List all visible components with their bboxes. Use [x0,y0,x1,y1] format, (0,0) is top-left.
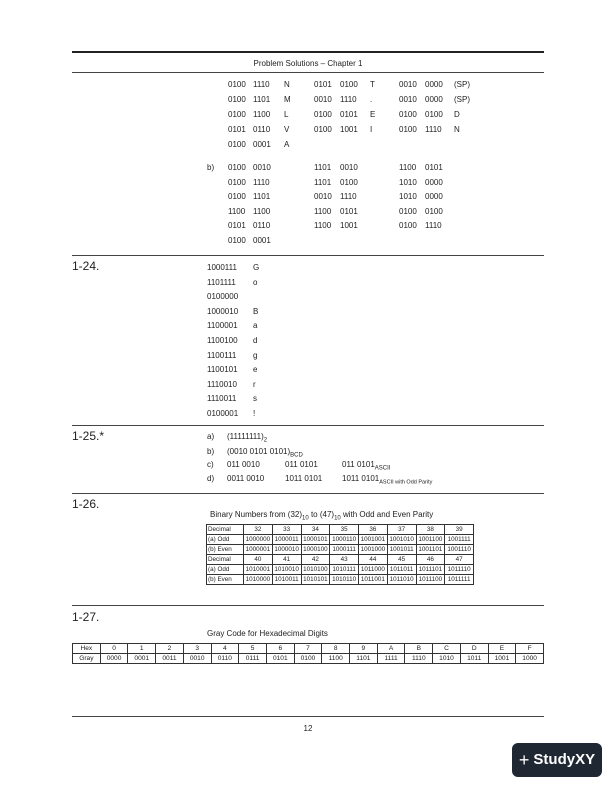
p126-caption-s2: 10 [334,515,341,522]
part-b-cell: 0000 [425,177,443,187]
page-header-title: Problem Solutions – Chapter 1 [253,59,363,68]
parity-cell: 39 [445,525,474,535]
part-b-cell: 1100 [228,206,246,216]
parity-row-label: Decimal [207,555,244,565]
parity-cell: 1010101 [301,575,330,585]
part-b-label: b) [207,163,215,172]
ascii-code: 1110011 [207,394,237,404]
part-b-cell: 0010 [340,163,358,172]
ascii-code: 1100001 [207,321,238,331]
parity-cell: 1000000 [244,535,273,545]
part-a-cell: 1110 [425,125,442,134]
part-a-cell: 0100 [228,95,246,104]
p125-b-value [227,447,303,460]
parity-row-label: (b) Even [207,545,244,555]
parity-cell: 1000101 [301,535,330,545]
hex-cell: B [405,644,433,654]
part-a-cell: 1101 [253,95,271,104]
parity-cell: 1001010 [387,535,416,545]
part-a-cell: 1110 [253,80,270,89]
p125-c-v3: 011 0101 [342,460,375,469]
ascii-code: 0100001 [207,409,239,418]
parity-cell: 1010110 [330,575,359,585]
part-a-cell: 0110 [253,125,271,134]
ascii-code: 1000010 [207,306,239,316]
parity-row [207,555,474,565]
part-b-cell: 1101 [314,177,332,187]
parity-cell: 1011110 [445,565,474,575]
part-b-cell: 1110 [253,177,270,187]
parity-row [207,545,474,555]
hex-cell: D [460,644,488,654]
part-a-cell: 0100 [314,125,332,134]
ascii-code: 0100000 [207,292,239,302]
part-b-cell: 0100 [228,192,246,201]
parity-cell: 1001011 [387,545,416,555]
p126-caption-mid: to (47) [308,510,335,519]
p126-caption-pre: Binary Numbers from (32) [210,510,303,519]
parity-cell: 1011011 [387,565,416,575]
p125-d-v3-wrap [342,474,432,487]
part-a-cell: 0100 [340,80,358,89]
parity-cell: 1011001 [359,575,388,585]
parity-cell: 1010100 [301,565,330,575]
gray-cell: 1011 [460,654,488,664]
part-a-cell: 0100 [228,110,246,119]
problem-1-27-number: 1-27. [72,610,100,624]
part-b-cell: 0010 [253,163,271,172]
parity-cell: 1000111 [330,545,359,555]
parity-cell: 1010011 [272,575,301,585]
hex-cell: 3 [183,644,211,654]
part-b-cell: 0001 [253,235,271,245]
part-b-cell: 0010 [314,192,332,201]
header-top-rule [72,51,544,53]
part-b-cell: 0100 [228,177,246,187]
gray-cell: 1010 [433,654,461,664]
parity-cell: 1001111 [445,535,474,545]
gray-cell: 1100 [322,654,350,664]
p125-d-label: d) [207,474,215,483]
part-a-cell: 0010 [399,80,417,89]
gray-cell: 1001 [488,654,516,664]
parity-cell: 1000001 [244,545,273,555]
part-a-cell: 0100 [399,125,417,134]
p125-d-sub: ASCII with Odd Parity [379,479,433,486]
hex-cell: E [488,644,516,654]
ascii-char: o [253,277,258,287]
hex-cell: 8 [322,644,350,654]
parity-cell: 1000100 [301,545,330,555]
parity-cell: 1011100 [416,575,445,585]
problem-1-24-number: 1-24. [72,259,100,273]
part-a-cell: 0001 [253,140,271,149]
hex-cell: 2 [156,644,184,654]
ascii-char: r [253,379,256,389]
ascii-code: 1000111 [207,263,237,272]
parity-cell: 1000011 [272,535,301,545]
p125-c-label: c) [207,460,214,469]
parity-cell: 1001100 [416,535,445,545]
part-b-cell: 0100 [340,177,358,187]
parity-cell: 1000110 [330,535,359,545]
p125-b-text: (0010 0101 0101) [227,447,291,456]
hex-row [73,644,544,654]
parity-table [206,524,474,585]
part-b-cell: 0100 [228,163,246,172]
hex-cell: 5 [239,644,267,654]
part-a-cell: I [370,125,373,134]
parity-row-label: (a) Odd [207,535,244,545]
part-b-cell: 0101 [425,163,443,172]
part-a-cell: 0100 [425,110,443,119]
rule-before-1-27 [72,605,544,606]
problem-1-26-number: 1-26. [72,497,100,511]
parity-cell: 1011101 [416,565,445,575]
p127-caption: Gray Code for Hexadecimal Digits [207,629,328,638]
problem-1-25-number: 1-25.* [72,429,105,443]
parity-cell: 47 [445,555,474,565]
p125-a-sub: 2 [263,437,268,444]
ascii-char: a [253,321,258,331]
parity-row [207,525,474,535]
parity-cell: 34 [301,525,330,535]
part-a-cell: 0000 [425,95,443,104]
parity-cell: 40 [244,555,273,565]
p125-b-label: b) [207,447,215,456]
parity-cell: 1001000 [359,545,388,555]
gray-cell: 1000 [516,654,544,664]
parity-cell: 1011000 [359,565,388,575]
parity-cell: 1010010 [272,565,301,575]
part-a-cell: N [284,80,290,89]
part-b-cell: 0100 [399,206,417,216]
p125-b-sub: BCD [290,452,303,459]
gray-cell: 1111 [377,654,405,664]
parity-row-label: (b) Even [207,575,244,585]
plus-icon: + [518,750,530,770]
part-a-cell: 0100 [314,110,332,119]
gray-code-table [72,643,544,664]
ascii-char: g [253,350,258,360]
part-a-cell: 0101 [314,80,332,89]
part-b-cell: 1100 [314,206,332,216]
parity-cell: 36 [359,525,388,535]
p125-c-v1: 011 0010 [227,460,260,469]
page-number: 12 [303,724,313,733]
part-b-cell: 1100 [314,221,332,230]
part-a-cell: D [454,110,460,119]
part-b-cell: 1001 [340,221,358,230]
parity-row [207,535,474,545]
part-a-cell: 0101 [228,125,246,134]
part-a-cell: 0100 [228,140,246,149]
ascii-code: 1101111 [207,277,236,287]
studyxy-logo [512,743,602,777]
hex-cell: 9 [350,644,378,654]
parity-cell: 1011111 [445,575,474,585]
parity-cell: 43 [330,555,359,565]
parity-cell: 46 [416,555,445,565]
part-a-cell: 0010 [314,95,332,104]
parity-cell: 1010001 [244,565,273,575]
parity-cell: 32 [244,525,273,535]
footer-rule [72,716,544,717]
part-a-cell: T [370,80,375,89]
parity-cell: 41 [272,555,301,565]
part-b-cell: 1110 [340,192,357,201]
part-b-cell: 1100 [253,206,271,216]
parity-row-label: Decimal [207,525,244,535]
p126-caption-post: with Odd and Even Parity [340,510,434,519]
part-b-cell: 0100 [399,221,417,230]
hex-cell: 4 [211,644,239,654]
p125-d-v1: 0011 0010 [227,474,265,483]
hex-cell: A [377,644,405,654]
gray-cell: 0111 [239,654,267,664]
part-a-cell: V [284,125,290,134]
parity-cell: 44 [359,555,388,565]
ascii-code: 1110010 [207,379,237,389]
hex-cell: 6 [266,644,294,654]
parity-cell: 45 [387,555,416,565]
gray-cell: 0100 [294,654,322,664]
ascii-code: 1100101 [207,365,238,375]
ascii-char: G [253,263,260,272]
gray-cell: 1101 [350,654,378,664]
part-a-cell: N [454,125,460,134]
parity-cell: 1001001 [359,535,388,545]
p125-a-text: (11111111) [227,432,264,441]
studyxy-logo-text: StudyXY [533,751,596,768]
parity-row [207,575,474,585]
part-b-cell: 1100 [399,163,417,172]
hex-cell: C [433,644,461,654]
part-b-cell: 1010 [399,192,417,201]
gray-row-label: Gray [73,654,101,664]
p125-d-v3: 1011 0101 [342,474,380,483]
part-a-cell: L [284,110,289,119]
parity-cell: 1001110 [445,545,474,555]
ascii-char: ! [253,409,256,418]
gray-cell: 0000 [100,654,128,664]
ascii-char: s [253,394,257,404]
part-b-cell: 1010 [399,177,417,187]
part-a-cell: 1100 [253,110,271,119]
parity-cell: 1011010 [387,575,416,585]
part-a-cell: A [284,140,290,149]
p125-a-value [227,432,267,445]
hex-cell: 1 [128,644,156,654]
gray-cell: 0110 [211,654,239,664]
parity-cell: 1001101 [416,545,445,555]
gray-cell: 0001 [128,654,156,664]
ascii-code: 1100100 [207,336,238,345]
part-a-cell: (SP) [454,80,470,89]
part-b-cell: 0101 [340,206,358,216]
p125-c-sub: ASCII [374,465,391,472]
part-b-cell: 1101 [314,163,332,172]
ascii-code: 1100111 [207,350,237,360]
part-b-cell: 0110 [253,221,271,230]
rule-before-1-26 [72,493,544,494]
rule-before-1-25 [72,425,544,426]
part-b-cell: 0100 [228,235,246,245]
parity-row [207,565,474,575]
part-a-cell: (SP) [454,95,470,104]
ascii-char: B [253,306,259,316]
part-a-cell: 1001 [340,125,358,134]
part-b-cell: 0101 [228,221,246,230]
parity-row-label: (a) Odd [207,565,244,575]
p125-c-v3-wrap [342,460,390,473]
part-b-cell: 1101 [253,192,271,201]
parity-cell: 35 [330,525,359,535]
p126-caption-s1: 10 [302,515,309,522]
p125-a-label: a) [207,432,215,441]
part-b-cell: 0000 [425,192,443,201]
part-a-cell: 0000 [425,80,443,89]
hex-cell: F [516,644,544,654]
part-b-cell: 0100 [425,206,443,216]
gray-cell: 0101 [266,654,294,664]
gray-row [73,654,544,664]
parity-cell: 33 [272,525,301,535]
part-a-cell: 1110 [340,95,357,104]
p125-d-v2: 1011 0101 [285,474,323,483]
parity-cell: 38 [416,525,445,535]
p125-c-v2: 011 0101 [285,460,318,469]
ascii-char: d [253,336,258,345]
parity-cell: 1010111 [330,565,359,575]
parity-cell: 1010000 [244,575,273,585]
hex-cell: 0 [100,644,128,654]
part-a-cell: 0101 [340,110,358,119]
part-a-cell: 0010 [399,95,417,104]
header-bottom-rule [72,72,544,73]
ascii-char: e [253,365,258,375]
gray-cell: 1110 [405,654,433,664]
gray-cell: 0011 [156,654,184,664]
part-a-cell: M [284,95,291,104]
parity-cell: 37 [387,525,416,535]
hex-cell: 7 [294,644,322,654]
part-b-cell: 1110 [425,221,442,230]
hex-row-label: Hex [73,644,101,654]
part-a-cell: 0100 [399,110,417,119]
part-a-cell: 0100 [228,80,246,89]
parity-cell: 1000010 [272,545,301,555]
rule-before-1-24 [72,255,544,256]
parity-cell: 42 [301,555,330,565]
part-a-cell: E [370,110,376,119]
p126-caption [210,510,433,523]
gray-cell: 0010 [183,654,211,664]
part-a-cell: . [370,95,373,104]
